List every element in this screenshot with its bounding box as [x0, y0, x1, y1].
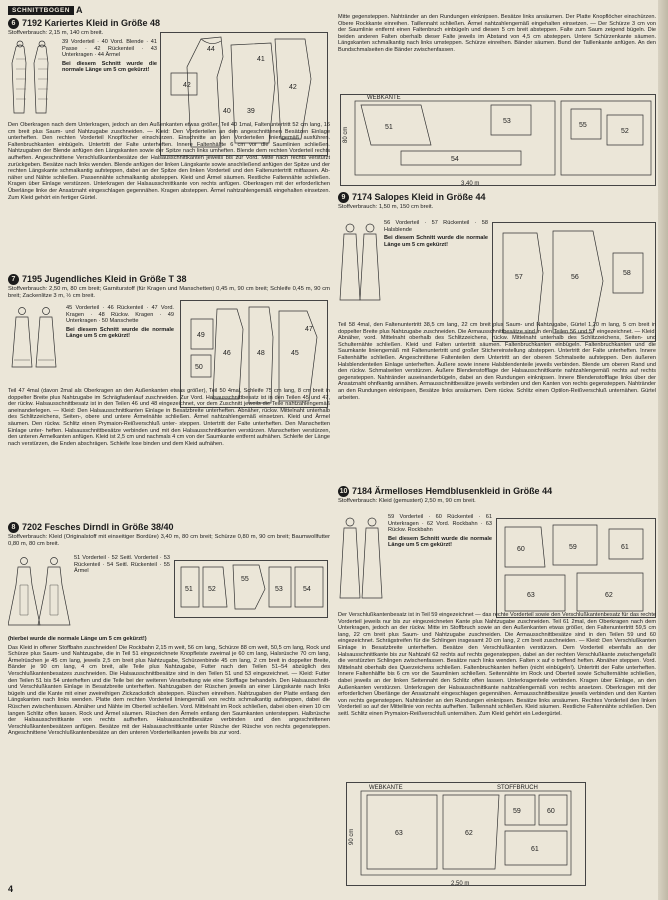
section-8-pieces: 51 Vorderteil · 52 Seitl. Vorderteil · 53 Rückenteil · 54 Seitl. Rückenteil · 55 Ärmel — [74, 555, 170, 575]
svg-text:59: 59 — [513, 808, 521, 815]
section-8-body — [8, 636, 330, 890]
svg-text:55: 55 — [241, 576, 249, 583]
svg-text:53: 53 — [275, 586, 283, 593]
section-7-sketch — [8, 305, 64, 385]
svg-text:56: 56 — [571, 274, 579, 281]
svg-text:52: 52 — [621, 128, 629, 135]
svg-text:59: 59 — [569, 544, 577, 551]
section-8-title — [8, 522, 330, 533]
svg-text:63: 63 — [527, 592, 535, 599]
page-binding-edge — [658, 0, 668, 900]
svg-text:63: 63 — [395, 830, 403, 837]
section-9-pieces-block — [384, 220, 488, 320]
section-7-stoff: Stoffverbrauch: 2,50 m, 80 cm breit; Garniturstoff (für Kragen und Manschetten) 0,45 m, 90 cm breit; Schleife 0,45 m, 90 cm breit; Zackenlitze 3 m, ½ cm breit. — [8, 286, 330, 299]
svg-text:60: 60 — [547, 808, 555, 815]
label-250m: 2,50 m — [451, 881, 470, 887]
svg-text:54: 54 — [451, 156, 459, 163]
svg-text:51: 51 — [185, 586, 193, 593]
section-9-pieces: 56 Vorderteil · 57 Rückenteil · 58 Halsblende — [384, 220, 488, 233]
section-7-instructions: Teil 47 4mal (davon 2mal als Oberkragen an den Außenkanten etwas größer), Teil 50 4mal, Schleife 75 cm lang, 8 cm breit in doppelter Breite plus Nahtzugabe im Schrägfadenlauf zuschneiden. Zur Vord. Halsausschnittbesatz ist in den Teilen 45 und 47, der rückw. Halsausschnittbesatz ist in den Teilen 46 und 48 eingezeichnet, vor dem Zuschnitt jeweils die Teile nahtzahlengemäß aneinanderlegen. — Kleid: Den Halsausschnittkanten Einlage in Besatzbreite unterheften. Abnäher, rückw. Mittelnaht unterhalb des Schlitzzeichens, Seiten-, obere und untere Ärmelnähte schließen. Ärmel nahtzahlengemäß einsetzen. Kleid und Ärmel säumen. Den rückw. Schlitz einen Prymaion-Reißverschluß unter- steppen. Untertritt der Falte unterheften. Den Manschetten Einlage unter- heften. Halsausschnittbesätze verbinden und mit den Halsausschnittkanten verstürzen. Manschetten verstürzen, den unteren Ärmelkanten anfügen. Kleid ist 2,5 cm und nachmals 4 cm von der Saumkante entfernt aufnähen. Schleife der Länge nach verstürzen, die Enden abschrägen. Schleife lose binden und dem Kleid aufnähen. — [8, 388, 330, 447]
svg-text:51: 51 — [385, 124, 393, 131]
section-6-pieces: 39 Vorderteil · 40 Vord. Blende · 41 Passe · 42 Rückenteil · 43 Unterkragen · 44 Ärmel — [62, 39, 157, 59]
section-7-note: Bei diesem Schnitt wurde die normale Länge um 5 cm gekürzt! — [66, 326, 174, 340]
svg-text:55: 55 — [579, 122, 587, 129]
section-10-body — [338, 612, 656, 780]
section-8-pieces-block — [74, 555, 170, 635]
section-8-note: (hierbei wurde die normale Länge um 5 cm gekürzt!) — [8, 636, 147, 642]
svg-text:44: 44 — [207, 46, 215, 53]
section-10-instructions: Der Verschlußkantenbesatz ist in Teil 59 eingezeichnet — das rechte Vorderteil sowie den Verschlußkantenbesatz für das rechte Vorderteil jeweils nur bis zur eingezeichneten Kante plus Nahtzugabe zuschneiden. Teil 61 2mal, den Oberkragen nach dem Unterkragen, jedoch an der rückw. Mitte im Stoffbruch sowie an den Außenkanten etwas größer, den Faltenuntertritt 59,5 cm lang, 22 cm breit plus Saum- und Nahtzugabe zuschneiden. Die Armausschnittbesätze sind in den Teilen 59 und 60 eingezeichnet. Schrägstreifen für die Schlingen insgesamt 20 cm lang, 2 cm breit zuschneiden. — Kleid: Den Verschlußkanten Einlage in Besatzbreite unterheften. Besätze den Verschlußkanten verstürzen. Dem Vorderteil ebenfalls an der Halsausschnittkante bis zur Nahtzahl 62 rechts auf rechts gegensteppen, dabei an der rechten Verschlußkante zwischengefaßt die verstürzten Schlingen zwischenfassen. Besätze nach links wenden. Falten x auf o treffend heften. Abnäher steppen. Vord. Mittelnaht oberhalb des Querzeichens schließen. Faltenbruchkanten heften (nicht einbügeln!). Untertritt der Falte unterheften. Innere Faltenhälfte bis 6 cm vor die Saumlinien schließen. Seitennähte im Rock und Oberteil sowie Schulternähte schließen, dabei jeweils an der linken Seitennaht den Schlitz offen lassen. Unterkragenteile verbinden. Kragen über Einlage, an den Außenkanten verstürzen. Unterkragen der Halsausschnittkante nahtzahlengemäß von rechts ansetzen. Oberkragen mit der erforderlichen Überlänge der Ansatznaht eingeschlagen gegennähen. Armausschnittbesätze jeweils verbinden und den Kanten von rechts gegensteppen. Nahtränder an den Rundungen einknipsen. Besätze links ansäumen. Rechtes Vorderteil den linken Vorderteil so auf der Mittellinie von rechts aufheften. Taillennaht schließen. Kleid säumen. Restliche Faltennähte schließen. Den seitl. Schlitz einen Prymaion-Reißverschluß unternähen. Zum Kleid gehört ein Ledergürtel. — [338, 612, 656, 717]
svg-text:52: 52 — [208, 586, 216, 593]
section-7-pieces: 45 Vorderteil · 46 Rückenteil · 47 Vord. Kragen · 48 Rückw. Kragen · 49 Unterkragen · 50 Manschette — [66, 305, 174, 325]
svg-text:41: 41 — [257, 56, 265, 63]
svg-text:49: 49 — [197, 332, 205, 339]
svg-text:46: 46 — [223, 350, 231, 357]
section-8 — [8, 520, 330, 550]
section-8-instructions: Das Kleid in offener Stoffbahn zuschneiden! Die Rockbahn 2,15 m weit, 56 cm lang, Schürze 88 cm weit, 50,5 cm lang, Rock und Schürze plus Saum- und Nahtzugabe, die in Teil 51 eingezeichnete Knopfleiste zweimal je 60 cm lang, Halsrüsche 70 cm lang, Ärmelrüschen je 45 cm lang, jeweils 2,5 cm breit plus Nahtzugabe, Schürzenbinde 45 cm lang, 2 cm breit in doppelter Breite, Bänder je 90 cm lang, 4 cm breit, alle Teile plus Nahtzugabe, Futter nach den Teilen 51–54 abzüglich des Verschlußkantenbesatzes zuschneiden. Die Halsausschnittbesätze sind in den Teilen 51 und 53 eingezeichnet. — Kleid: Futter den Teilen 51 bis 54 unterheften und die Teile bei der weiteren Verarbeitung wie eine Stofflage behandeln. Den Halsausschnitt- und Verschlußkanten Einlage in Besatzbreite unterheften. Nahtzugaben der Rüschen jeweils an einer Längskante nach links bügeln und die Kante mit einer zweireihigen Zickzackstich absteppen. Rüschen einreihen. Nahtzugaben der Platte entlang den Längskanten nach links wenden. Platte dem rechten Vorderteil liniengemäß von rechts schmalkantig aufsteppen, dabei die Rüschen zwischenfassen. Abnäher und Nähte im Oberteil schließen. Vord. Mittelnaht im Rock schließen, dabei oben einen 10 cm langen Schlitz offen lassen. Rock und Ärmel säumen. Rüschen den Ärmeln entlang den Saumkanten untersteppen. Halbrüsche der Halsausschnittkante von rechts aufheften. Halsausschnittbesätze verbinden und den angeschnittenen Verschlußkantenbesätzen anfügen. Besätze mit der Halsausschnittkante unter Rüsche der Rüsche von rechts gegensteppen. Angeschnittene Verschlußkantenbesätze an den unteren Vorderteilkanten jeweils bis zur vord. — [8, 644, 330, 737]
section-6-instructions: Den Oberkragen nach dem Unterkragen, jedoch an den Außenkanten etwas größer, Teil 40 1mal, Faltenuntertritt 52 cm lang, 16 cm breit plus Saum- und Nahtzugabe zuschneiden. — Kleid: Den Vorderteilen an den angeschnittenen Besätzen Einlage unterheften. Den rechten Vorderteil Knopflöcher einschürzen. Einschnitte an den Vorderteilen liniengemäß ausführen. Faltenbruchkanten einbügeln. Untertritt der Falte unterheften. Innere Faltenhälfte 6 cm vor die Saumlinien schließen. Nahtzugaben der Blende anfügen den Längskanten sowie der Spitze nach links umheften. Blende dem rechten Vorderteil rechts aufheften. Angeschnittene Verschlußkantenbesätze der Halsausschnittkanten jeweils bis zur Vord. Mitte nach rechts verstürzt zurückgeben. Besätze nach links wenden. Blende anfügen der linken Längskante sowie anschließend anfügen der Spitze und der rechten Längskante schmalkantig aufsteppen, dabei an der Spitze den linken Vorderteil und den Faltenuntertritt mitfassen. Ab- näher und Nähte schließen. Passennähte schmalkantig absteppen. Kleid und Ärmel säumen. Restliche Faltennähte schließen. Kragen über Einlage verstürzen. Unterkragen der Halsausschnittkante von rechts anfügen. Oberkragen mit der erforderlichen Überlänge linke der Ansatznaht eingeschlagen gegennähen. Kragen absteppen. Ärmel nahtzahlengemäß eingehalten einsetzen. Zum Kleid gehört ein fertiger Gürtel. — [8, 122, 330, 201]
label-80cm: 80 cm — [343, 126, 349, 143]
section-6-pieces-block — [62, 39, 157, 121]
svg-text:45: 45 — [291, 350, 299, 357]
svg-text:57: 57 — [515, 274, 523, 281]
section-8-stoff: Stoffverbrauch: Kleid (Originalstoff mit einseitiger Bordüre) 3,40 m, 80 cm breit; Schürze 0,80 m, 90 cm breit; Baumwollfutter 0,80 m, 80 cm breit. — [8, 534, 330, 547]
section-9-sketch — [338, 220, 382, 320]
svg-text:62: 62 — [605, 592, 613, 599]
section-9-note: Bei diesem Schnitt wurde die normale Länge um 5 cm gekürzt! — [384, 235, 488, 248]
section-10-note: Bei diesem Schnitt wurde die normale Länge um 5 cm gekürzt! — [388, 535, 492, 549]
label-340m: 3,40 m — [461, 181, 480, 187]
svg-text:62: 62 — [465, 830, 473, 837]
section-9-instructions: Teil 58 4mal, den Faltenuntertritt 38,5 cm lang, 22 cm breit plus Saum- und Nahtzugabe, Gürtel 1,20 m lang, 5 cm breit in doppelter Breite plus Nahtzugabe zuschneiden. Die Armausschnittbesätze sind in den Teilen 56 und 57 eingezeichnet. — Kleid: Abnäher, vord. Mittelnaht oberhalb des Schlitzzeichens, rückw. Mittelnaht unterhalb des Schlitzzeichens, Seiten- und Schulternähte schließen. Kleid und Falten untertritt säumen. Faltenbruchkanten einbügeln. Faltenbruchkanten und die Saumkante liniengemäß mit Faltenuntertritt und großer Stichereinstellung absteppen. Untertritt der Falte unterheften. Innere Faltenhälfte schließen. Angeschnittene Faltenteilen dem Untertritt an der oberen Schmalseite aufsteppen. Den äußeren Halsblendenteilen Einlage unterheften. Äußere sowie innere Halsblendenteile jeweils verbinden. Blende um oberen Rand und den rückw. Schmalseiten verstürzen. Äußere Blendenstofflage der Halsausschnittkante nahtzahlengemäß rechts auf rechts gegensteppen. Nahtränder auseinanderbügeln, dabei an den Rundungen einknipsen. Innere Blendenstofflage links über der Ansatznaht ohnfkantig annähen. Armausschnittbesätze jeweils verbinden und den Kanten von rechts gegensteppen. Nahtränder an den Rundungen einknipsen, Besätze links ansäumen. Dem rückw. Schlitz einen Optilon-Reißverschluß unternähen. Gürtel arbeiten. — [338, 322, 656, 401]
section-6-note: Bei diesem Schnitt wurde die normale Länge um 5 cm gekürzt! — [62, 60, 157, 74]
label-90cm: 90 cm — [349, 828, 355, 845]
section-6-number: 6 — [8, 18, 19, 29]
section-10-heading: 7184 Ärmelloses Hemdblusenkleid in Größe 44 — [352, 486, 553, 496]
section-7-number: 7 — [8, 274, 19, 285]
section-8-pattern-layout — [174, 560, 328, 618]
section-8-continued — [338, 14, 656, 94]
section-7-title — [8, 274, 330, 285]
svg-text:50: 50 — [195, 364, 203, 371]
section-9-number: 9 — [338, 192, 349, 203]
section-10-sketch — [338, 514, 384, 610]
label-stoffbruch: STOFFBRUCH — [497, 785, 538, 791]
section-10-pieces-block — [388, 514, 492, 610]
section-10-title — [338, 486, 656, 497]
section-9-heading: 7174 Salopes Kleid in Größe 44 — [352, 192, 486, 202]
section-7-pieces-block — [66, 305, 174, 385]
section-8-continued-text: Mitte gegensteppen. Nahtränder an den Rundungen einknipsen. Besätze links ansäumen. Der Platte Knopflöcher einschürzen. Obere Rockkante einreihen. Taillennaht schließen. Ärmel nahtzahlengemäß eingehalten einsetzen. — Der Schürze 3 cm von der Saumlinie entfernt einen Faltenbruch einbügeln und diesen 5 cm breit absteppen. Falte zum Saum zeigend bügeln. Die beiden anderen Falten oberhalb dieser Falte jeweils im Abstand von 4,5 cm absteppen. Untere Schürzenkante säumen. Längskanten schmalkantig nach links umsteppen. Schürze einreihen. Bänder säumen. Bund der Taillenkante anfügen. An den Bundschmalseiten die Bänder zwischenfassen. — [338, 14, 656, 53]
section-6-sketch — [8, 39, 58, 129]
section-10-pieces: 59 Vorderteil · 60 Rückenteil · 61 Unterkragen · 62 Vord. Rockbahn · 63 Rückw. Rockbahn — [388, 514, 492, 534]
section-6-title — [8, 18, 330, 29]
svg-text:40: 40 — [223, 108, 231, 115]
section-10-stoff: Stoffverbrauch: Kleid (gemustert) 2,50 m, 90 cm breit. — [338, 498, 476, 504]
svg-text:60: 60 — [517, 546, 525, 553]
svg-text:47: 47 — [305, 326, 313, 333]
svg-text:53: 53 — [503, 118, 511, 125]
svg-text:58: 58 — [623, 270, 631, 277]
section-10 — [338, 484, 656, 512]
section-9 — [338, 190, 656, 218]
svg-text:39: 39 — [247, 108, 255, 115]
label-webkante-8: WEBKANTE — [367, 95, 401, 101]
section-10-fabric-layout — [346, 782, 586, 886]
section-7-body — [8, 388, 330, 516]
section-10-pattern-layout — [496, 518, 656, 618]
section-6-heading: 7192 Kariertes Kleid in Größe 48 — [22, 18, 161, 28]
section-header — [8, 4, 83, 16]
section-6-stoff: Stoffverbrauch: 2,15 m, 140 cm breit. — [8, 30, 104, 36]
section-9-stoff: Stoffverbrauch: 1,50 m, 150 cm breit. — [338, 204, 434, 210]
header-logo: A — [76, 5, 83, 15]
svg-text:48: 48 — [257, 350, 265, 357]
section-10-number: 10 — [339, 488, 348, 495]
section-8-number: 8 — [8, 522, 19, 533]
section-9-body — [338, 322, 656, 480]
section-8-heading: 7202 Fesches Dirndl in Größe 38/40 — [22, 522, 174, 532]
svg-text:42: 42 — [183, 82, 191, 89]
svg-text:61: 61 — [621, 544, 629, 551]
svg-text:61: 61 — [531, 846, 539, 853]
section-9-title — [338, 192, 656, 203]
label-webkante-10: WEBKANTE — [369, 785, 403, 791]
section-8-sketch — [8, 555, 72, 635]
section-7 — [8, 272, 330, 302]
svg-text:54: 54 — [303, 586, 311, 593]
svg-text:42: 42 — [289, 84, 297, 91]
section-8-fabric-layout — [340, 94, 656, 186]
section-6-body — [8, 122, 330, 270]
section-7-heading: 7195 Jugendliches Kleid in Größe T 38 — [22, 274, 187, 284]
header-label: SCHNITTBOGEN — [8, 6, 74, 15]
page-number: 4 — [8, 884, 14, 894]
